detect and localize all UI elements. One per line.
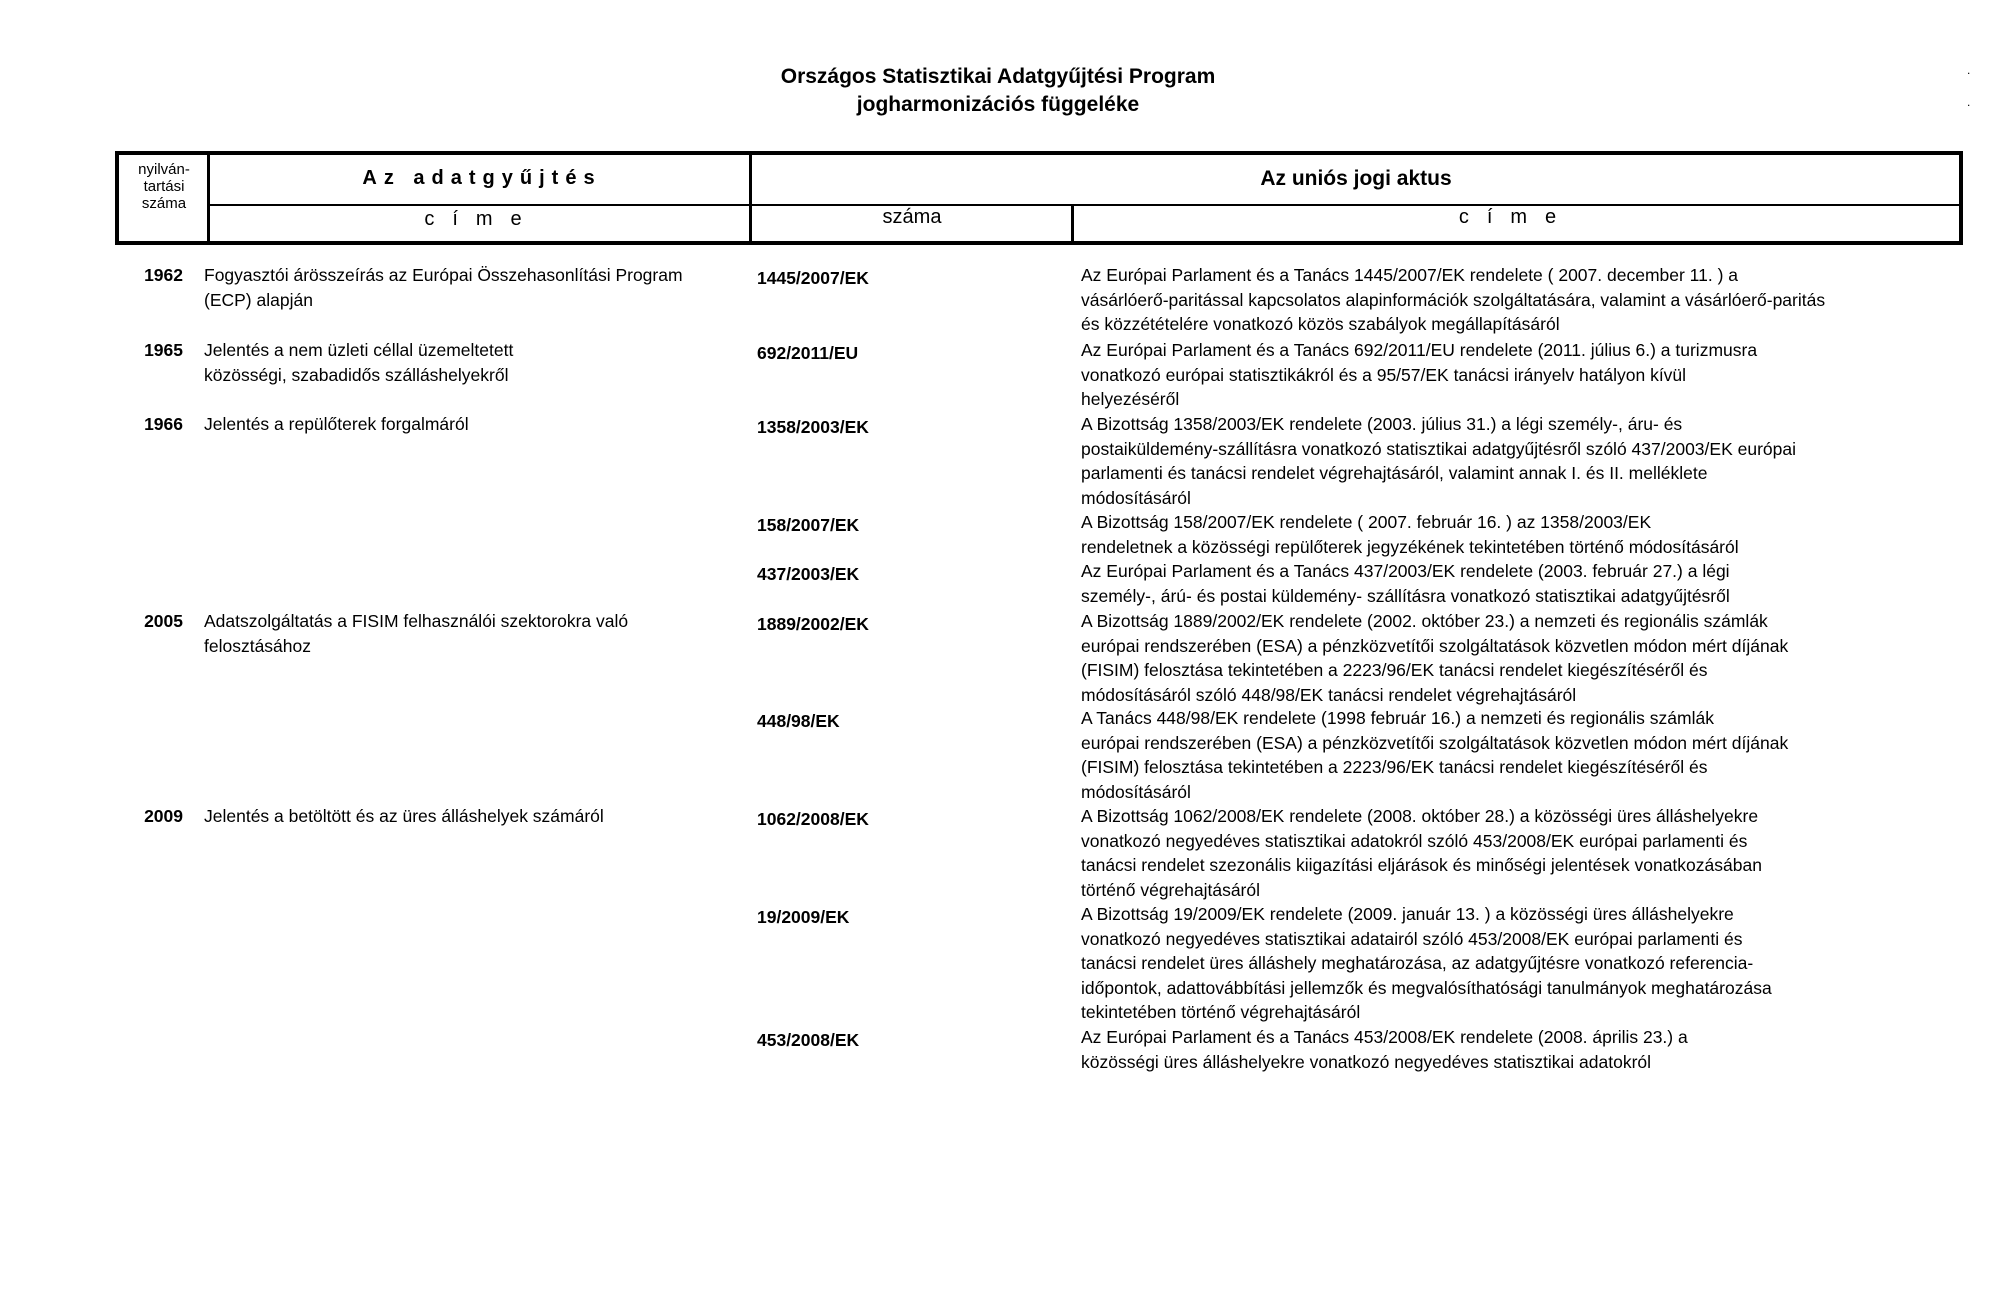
header-adatgyujtes-cime: címe: [424, 208, 540, 230]
desc-line: vásárlóerő-paritással kapcsolatos alapinformációk szolgáltatására, valamint a vásárlóerő-paritás: [1081, 289, 1826, 310]
header-nyilvantartasi-szama: [119, 161, 209, 212]
row-act-number: 1445/2007/EK: [757, 268, 869, 288]
title-line: közösségi, szabadidős szálláshelyekről: [204, 364, 509, 385]
row-act-title: [1081, 412, 1996, 510]
desc-line: parlamenti és tanácsi rendelet végrehajtásáról, valamint annak I. és II. melléklete: [1081, 463, 1708, 484]
row-collection-title: [204, 263, 764, 312]
desc-line: Az Európai Parlament és a Tanács 437/2003/EK rendelete (2003. február 27.) a légi: [1081, 561, 1730, 581]
desc-line: tanácsi rendelet üres álláshely meghatározása, az adatgyűjtésre vonatkozó referencia-: [1081, 953, 1754, 974]
desc-line: tekintetében történő végrehajtásáról: [1081, 1002, 1361, 1023]
title-line: Fogyasztói árösszeírás az Európai Összehasonlítási Program: [204, 265, 683, 285]
row-number: 2009: [144, 806, 183, 826]
desc-line: vonatkozó negyedéves statisztikai adatairól szóló 453/2008/EK európai parlamenti és: [1081, 928, 1743, 949]
desc-line: személy-, árú- és postai küldemény- szállításra vonatkozó statisztikai adatgyűjtésről: [1081, 585, 1730, 606]
desc-line: A Bizottság 19/2009/EK rendelete (2009. január 13. ) a közösségi üres álláshelyekre: [1081, 904, 1734, 924]
desc-line: európai rendszerében (ESA) a pénzközvetítői szolgáltatások közvetlen módon mért díjának: [1081, 635, 1789, 656]
desc-line: rendeletnek a közösségi repülőterek jegyzékének tekintetében történő módosításáról: [1081, 536, 1739, 557]
desc-line: A Tanács 448/98/EK rendelete (1998 február 16.) a nemzeti és regionális számlák: [1081, 708, 1714, 728]
row-act-title: [1081, 510, 1996, 559]
desc-line: és közzétételére vonatkozó közös szabályok megállapításáról: [1081, 314, 1560, 335]
table-header: [115, 151, 1963, 245]
row-act-title: [1081, 706, 1996, 804]
row-act-number: 1062/2008/EK: [757, 809, 869, 829]
desc-line: vonatkozó negyedéves statisztikai adatokról szóló 453/2008/EK európai parlamenti és: [1081, 830, 1748, 851]
row-number: 1962: [144, 265, 183, 285]
desc-line: időpontok, adattovábbítási jellemzők és megvalósíthatósági tanulmányok meghatározása: [1081, 977, 1772, 998]
title-line: Jelentés a betöltött és az üres álláshelyek számáról: [204, 806, 604, 826]
row-number: 2005: [144, 611, 183, 631]
row-act-number: 158/2007/EK: [757, 515, 860, 535]
desc-line: (FISIM) felosztása tekintetében a 2223/96/EK tanácsi rendelet kiegészítéséről és: [1081, 757, 1708, 778]
header-adatgyujtes: Az adatgyűjtés: [362, 167, 602, 189]
header-label: tartási: [143, 178, 185, 195]
row-act-title: [1081, 609, 1996, 707]
row-act-title: [1081, 263, 1996, 337]
row-act-title: [1081, 338, 1996, 412]
row-number: 1965: [144, 340, 183, 360]
desc-line: módosításáról: [1081, 487, 1191, 508]
desc-line: módosításáról: [1081, 781, 1191, 802]
title-line: felosztásához: [204, 635, 312, 656]
desc-line: A Bizottság 158/2007/EK rendelete ( 2007. február 16. ) az 1358/2003/EK: [1081, 512, 1652, 532]
row-act-number: 437/2003/EK: [757, 564, 860, 584]
title-line: Adatszolgáltatás a FISIM felhasználói szektorokra való: [204, 611, 629, 631]
desc-line: vonatkozó európai statisztikákról és a 95/57/EK tanácsi irányelv hatályon kívül: [1081, 364, 1687, 385]
header-label: száma: [141, 195, 187, 212]
row-collection-title: [204, 609, 764, 658]
row-act-title: [1081, 1025, 1996, 1074]
desc-line: A Bizottság 1062/2008/EK rendelete (2008. október 28.) a közösségi üres álláshelyekre: [1081, 806, 1759, 826]
desc-line: tanácsi rendelet szezonális kiigazítási eljárások és minőségi jelentések vonatkozásában: [1081, 855, 1762, 876]
row-act-title: [1081, 902, 1996, 1025]
document-subtitle: jogharmonizációs függeléke: [856, 93, 1140, 116]
row-act-title: [1081, 559, 1996, 608]
row-collection-title: [204, 338, 764, 387]
desc-line: történő végrehajtásáról: [1081, 879, 1260, 900]
desc-line: (FISIM) felosztása tekintetében a 2223/96/EK tanácsi rendelet kiegészítéséről és: [1081, 660, 1708, 681]
document-title: Országos Statisztikai Adatgyűjtési Program: [780, 65, 1216, 88]
desc-line: Az Európai Parlament és a Tanács 453/2008/EK rendelete (2008. április 23.) a: [1081, 1027, 1688, 1047]
row-act-number: 453/2008/EK: [757, 1030, 860, 1050]
row-number: 1966: [144, 414, 183, 434]
row-act-number: 1358/2003/EK: [757, 417, 869, 437]
header-label: nyilván-: [138, 161, 190, 178]
row-act-number: 692/2011/EU: [757, 343, 859, 363]
header-aktus-szama: száma: [882, 206, 942, 228]
header-unios-jogi-aktus: Az uniós jogi aktus: [1260, 167, 1452, 190]
desc-line: közösségi üres álláshelyekre vonatkozó negyedéves statisztikai adatokról: [1081, 1051, 1652, 1072]
desc-line: Az Európai Parlament és a Tanács 1445/2007/EK rendelete ( 2007. december 11. ) a: [1081, 265, 1738, 285]
desc-line: A Bizottság 1358/2003/EK rendelete (2003. július 31.) a légi személy-, áru- és: [1081, 414, 1683, 434]
title-line: Jelentés a nem üzleti céllal üzemeltetett: [204, 340, 514, 360]
row-act-title: [1081, 804, 1996, 902]
desc-line: módosításáról szóló 448/98/EK tanácsi rendelet végrehajtásáról: [1081, 684, 1577, 705]
title-line: (ECP) alapján: [204, 289, 313, 310]
corner-mark: .: [1967, 63, 1971, 77]
desc-line: postaiküldemény-szállításra vonatkozó statisztikai adatgyűjtésről szóló 437/2003/EK európai: [1081, 438, 1796, 459]
row-act-number: 19/2009/EK: [757, 907, 850, 927]
desc-line: európai rendszerében (ESA) a pénzközvetítői szolgáltatások közvetlen módon mért díjának: [1081, 732, 1789, 753]
desc-line: helyezéséről: [1081, 389, 1180, 410]
row-act-number: 448/98/EK: [757, 711, 840, 731]
title-line: Jelentés a repülőterek forgalmáról: [204, 414, 469, 434]
row-collection-title: [204, 804, 764, 829]
row-act-number: 1889/2002/EK: [757, 614, 869, 634]
header-aktus-cime: címe: [1458, 206, 1575, 228]
row-collection-title: [204, 412, 764, 437]
desc-line: Az Európai Parlament és a Tanács 692/2011/EU rendelete (2011. július 6.) a turizmusra: [1081, 340, 1758, 360]
desc-line: A Bizottság 1889/2002/EK rendelete (2002. október 23.) a nemzeti és regionális számlák: [1081, 611, 1768, 631]
corner-mark: .: [1967, 95, 1971, 109]
